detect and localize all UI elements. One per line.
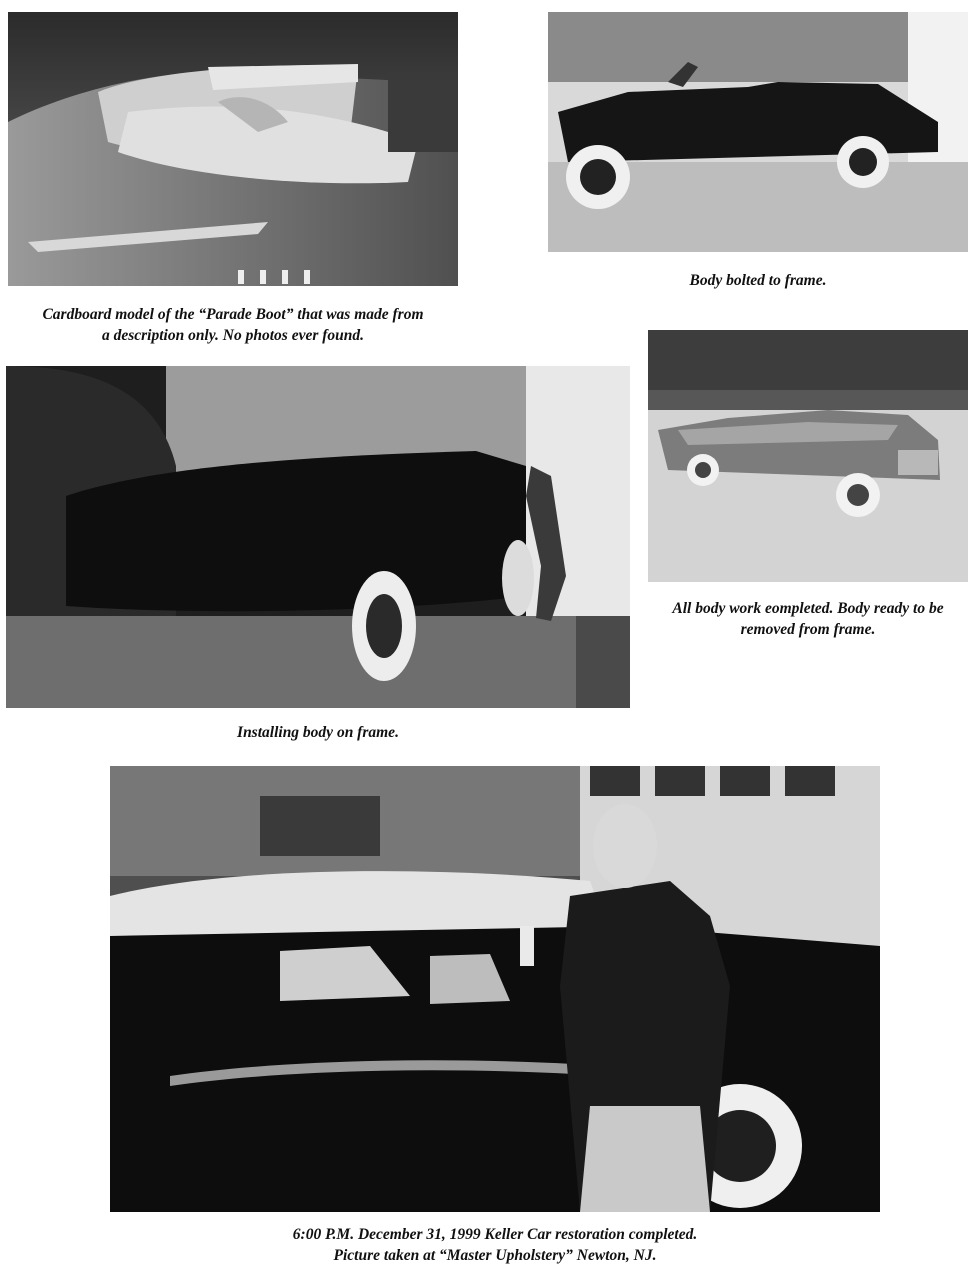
caption-line: Picture taken at “Master Upholstery” Newton, NJ. (333, 1247, 657, 1264)
caption-line: 6:00 P.M. December 31, 1999 Keller Car restoration completed. (292, 1226, 698, 1243)
caption-restoration-completed (110, 1224, 880, 1266)
caption-line: Body bolted to frame. (689, 272, 827, 289)
caption-body-bolted (548, 270, 968, 291)
photo-body-bolted (548, 12, 968, 252)
caption-cardboard-model (0, 304, 466, 346)
photo-body-completed (648, 330, 968, 582)
caption-line: Installing body on frame. (237, 724, 399, 741)
caption-body-completed (640, 598, 976, 640)
photo-installing-body (6, 366, 630, 708)
caption-line: Cardboard model of the “Parade Boot” that was made from (42, 306, 424, 323)
caption-line: All body work eompleted. Body ready to be (672, 600, 944, 617)
caption-line: a description only. No photos ever found. (101, 327, 365, 344)
photo-cardboard-model (8, 12, 458, 286)
caption-line: removed from frame. (740, 621, 876, 638)
photo-restoration-completed (110, 766, 880, 1212)
caption-installing-body (6, 722, 630, 743)
